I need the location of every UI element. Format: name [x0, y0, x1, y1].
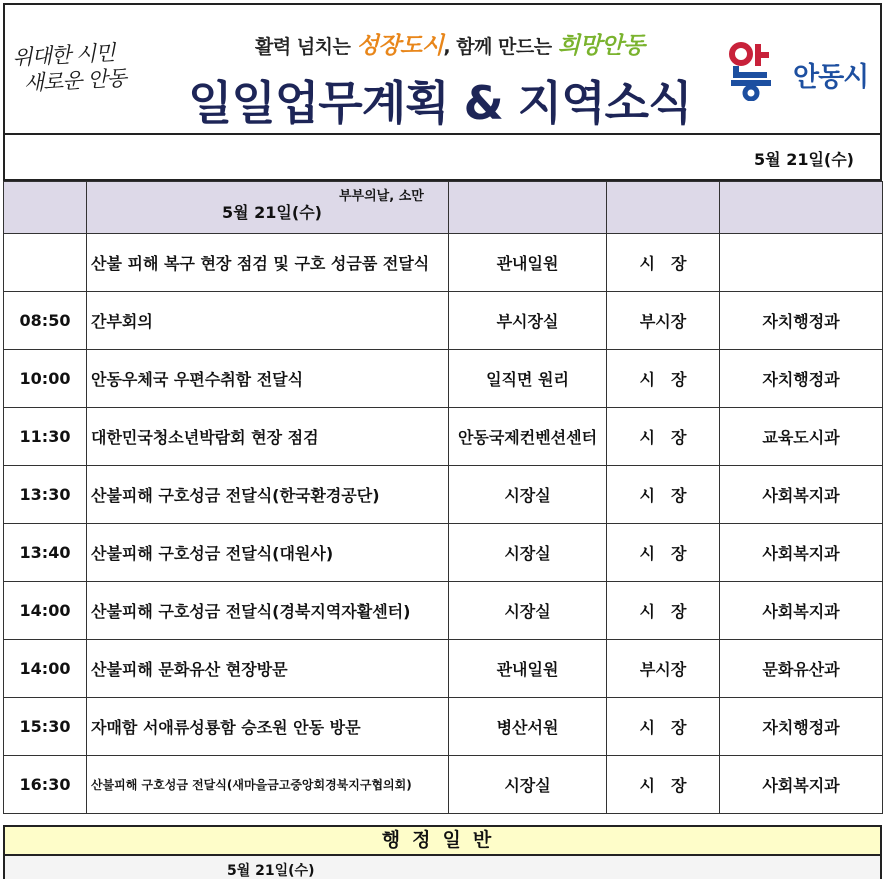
- cell-dept: 자치행정과: [720, 698, 883, 756]
- table-row: [4, 582, 883, 640]
- cell-dept: 사회복지과: [720, 756, 883, 814]
- header-cell-date: [87, 182, 449, 234]
- table-row: [4, 408, 883, 466]
- cell-attendee: 부시장: [607, 292, 720, 350]
- tagline-part1: 활력 넘치는: [255, 36, 357, 58]
- cell-dept: 교육도시과: [720, 408, 883, 466]
- header-cell-dept: [720, 182, 883, 234]
- slogan-calligraphy: [12, 37, 165, 97]
- table-row: [4, 524, 883, 582]
- cell-time: [4, 234, 87, 292]
- header-note: 부부의날, 소만: [339, 189, 424, 204]
- header-date: 5월 21일(수): [222, 203, 322, 222]
- table-row: [4, 292, 883, 350]
- tagline-highlight1: 성장도시: [356, 32, 444, 59]
- cell-dept: 문화유산과: [720, 640, 883, 698]
- cell-attendee: 시 장: [607, 582, 720, 640]
- cell-attendee: 시 장: [607, 524, 720, 582]
- cell-time: 16:30: [4, 756, 87, 814]
- tagline: [255, 27, 645, 60]
- cell-dept: 자치행정과: [720, 350, 883, 408]
- cell-place: 안동국제컨벤션센터: [449, 408, 607, 466]
- cell-place: 시장실: [449, 524, 607, 582]
- header-banner: [3, 3, 882, 135]
- cell-time: 10:00: [4, 350, 87, 408]
- cell-event: 대한민국청소년박람회 현장 점검: [87, 408, 449, 466]
- table-row: [4, 756, 883, 814]
- slogan-line1: 위대한 시민: [11, 40, 116, 70]
- cell-attendee: 시 장: [607, 234, 720, 292]
- cell-dept: 사회복지과: [720, 524, 883, 582]
- date-row: [3, 135, 882, 181]
- cell-dept: 사회복지과: [720, 466, 883, 524]
- cell-place: 관내일원: [449, 640, 607, 698]
- tagline-highlight2: 희망안동: [557, 32, 645, 59]
- cell-dept: 자치행정과: [720, 292, 883, 350]
- admin-section-header: [3, 825, 882, 856]
- cell-event: 산불피해 구호성금 전달식(새마을금고중앙회경북지구협의회): [87, 756, 449, 814]
- tagline-part2: , 함께 만드는: [443, 36, 558, 58]
- cell-place: 시장실: [449, 756, 607, 814]
- cell-dept: [720, 234, 883, 292]
- cell-attendee: 시 장: [607, 350, 720, 408]
- cell-place: 시장실: [449, 582, 607, 640]
- cell-dept: 사회복지과: [720, 582, 883, 640]
- cell-event: 산불피해 구호성금 전달식(한국환경공단): [87, 466, 449, 524]
- header-cell-attendee: [607, 182, 720, 234]
- cell-place: 일직면 원리: [449, 350, 607, 408]
- cell-place: 병산서원: [449, 698, 607, 756]
- page-title: 일일업무계획 & 지역소식: [188, 76, 692, 130]
- table-row: [4, 640, 883, 698]
- cell-time: 13:30: [4, 466, 87, 524]
- header-cell-place: [449, 182, 607, 234]
- cell-event: 산불피해 문화유산 현장방문: [87, 640, 449, 698]
- cell-time: 08:50: [4, 292, 87, 350]
- table-row: [4, 698, 883, 756]
- bottom-date: 5월 21일(수): [227, 863, 315, 879]
- table-row: [4, 350, 883, 408]
- cell-place: 시장실: [449, 466, 607, 524]
- cell-attendee: 시 장: [607, 408, 720, 466]
- cell-attendee: 부시장: [607, 640, 720, 698]
- logo-text: 안동시: [793, 62, 869, 93]
- cell-event: 간부회의: [87, 292, 449, 350]
- cell-time: 15:30: [4, 698, 87, 756]
- cell-time: 14:00: [4, 640, 87, 698]
- cell-attendee: 시 장: [607, 466, 720, 524]
- cell-event: 산불피해 구호성금 전달식(대원사): [87, 524, 449, 582]
- cell-event: 자매함 서애류성룡함 승조원 안동 방문: [87, 698, 449, 756]
- cell-time: 11:30: [4, 408, 87, 466]
- table-header-row: [4, 182, 883, 234]
- header-cell-time: [4, 182, 87, 234]
- andong-logo: [727, 41, 877, 101]
- andong-logo-icon: [727, 41, 789, 101]
- table-row: [4, 466, 883, 524]
- cell-place: 부시장실: [449, 292, 607, 350]
- cell-event: 안동우체국 우편수취함 전달식: [87, 350, 449, 408]
- cell-place: 관내일원: [449, 234, 607, 292]
- cell-attendee: 시 장: [607, 756, 720, 814]
- cell-event: 산불피해 구호성금 전달식(경북지역자활센터): [87, 582, 449, 640]
- bottom-date-row: [3, 856, 882, 879]
- cell-attendee: 시 장: [607, 698, 720, 756]
- cell-time: 14:00: [4, 582, 87, 640]
- schedule-table: [3, 181, 883, 814]
- slogan-line2: 새로운 안동: [23, 66, 127, 96]
- admin-section-label: 행정일반: [381, 829, 504, 851]
- cell-event: 산불 피해 복구 현장 점검 및 구호 성금품 전달식: [87, 234, 449, 292]
- report-date: 5월 21일(수): [754, 150, 854, 169]
- table-row: [4, 234, 883, 292]
- cell-time: 13:40: [4, 524, 87, 582]
